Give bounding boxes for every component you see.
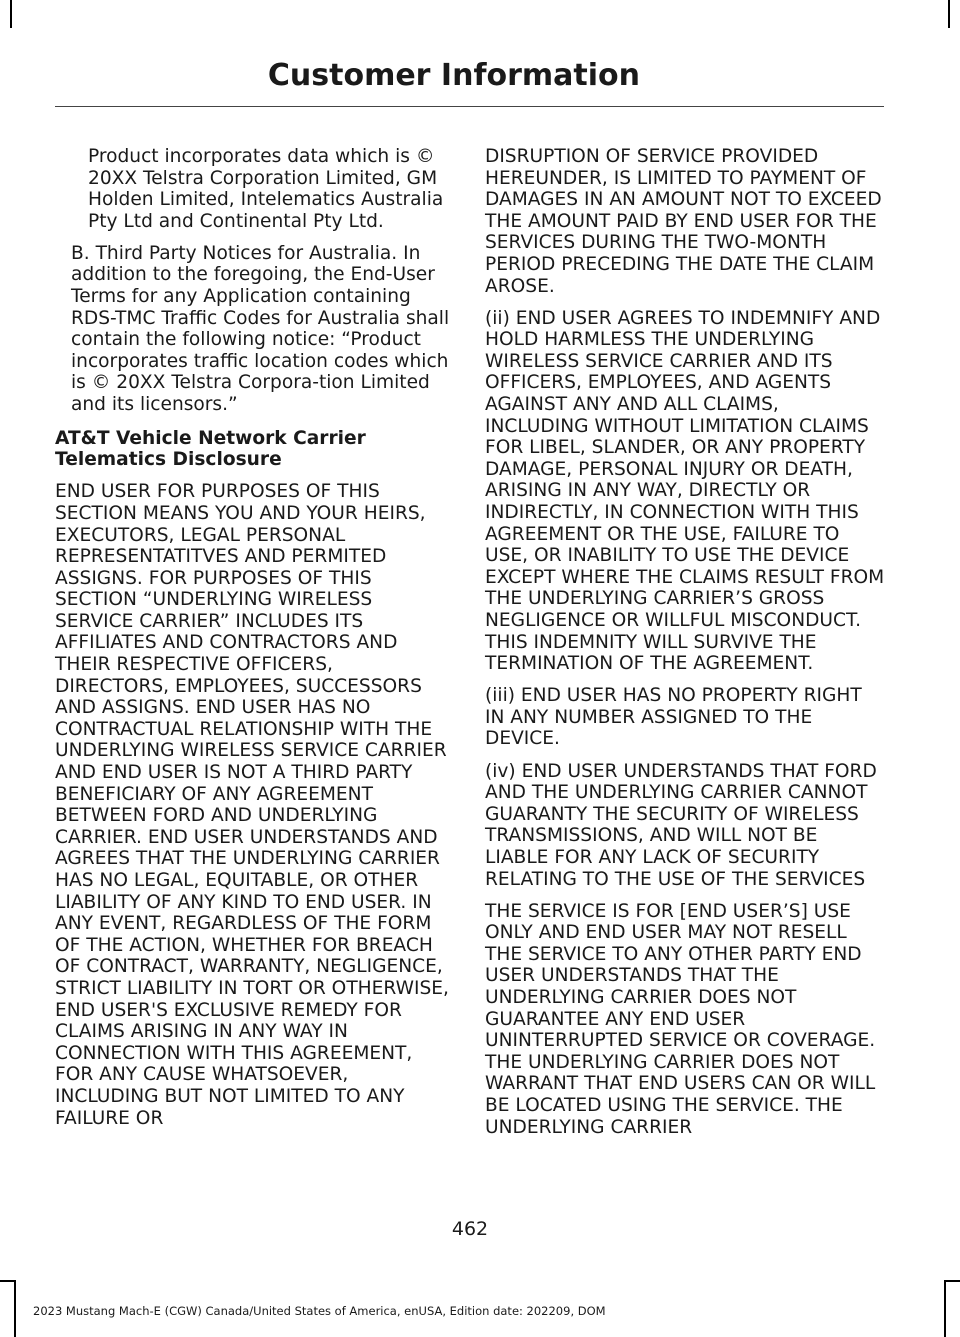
paragraph: B. Third Party Notices for Australia. In addition to the foregoing, the End-User Terms for any Application containing RDS-TMC Traffic Codes for Australia shall contain the following notice: “Product incorporates traffic location codes which is © 20XX Telstra Corpora-tion Limited and its licensors.” [71,242,450,416]
page-number: 462 [451,1218,489,1240]
paragraph: Product incorporates data which is © 20XX Telstra Corporation Limited, GM Holden Limited, Intelematics Australia Pty Ltd and Continental Pty Ltd. [88,146,444,232]
right-column [485,146,885,1149]
section-heading: AT&T Vehicle Network Carrier Telematics Disclosure [55,427,366,471]
paragraph: THE SERVICE IS FOR [END USER’S] USE ONLY AND END USER MAY NOT RESELL THE SERVICE TO ANY OTHER PARTY END USER UNDERSTANDS THAT THE UNDERLYING CARRIER DOES NOT GUARANTEE ANY END USER UNINTERRUPTED SERVICE OR COVERAGE. THE UNDERLYING CARRIER DOES NOT WARRANT THAT END USERS CAN OR WILL BE LOCATED USING THE SERVICE. THE UNDERLYING CARRIER [485,900,876,1138]
paragraph: END USER FOR PURPOSES OF THIS SECTION MEANS YOU AND YOUR HEIRS, EXECUTORS, LEGAL PERSONAL REPRESENTATITVES AND PERMITED ASSIGNS. FOR PURPOSES OF THIS SECTION “UNDERLYING WIRELESS SERVICE CARRIER” INCLUDES ITS AFFILIATES AND CONTRACTORS AND THEIR RESPECTIVE OFFICERS, DIRECTORS, EMPLOYEES, SUCCESSORS AND ASSIGNS. END USER HAS NO CONTRACTUAL RELATIONSHIP WITH THE UNDERLYING WIRELESS SERVICE CARRIER AND END USER IS NOT A THIRD PARTY BENEFICIARY OF ANY AGREEMENT BETWEEN FORD AND UNDERLYING CARRIER. END USER UNDERSTANDS AND AGREES THAT THE UNDERLYING CARRIER HAS NO LEGAL, EQUITABLE, OR OTHER LIABILITY OF ANY KIND TO END USER. IN ANY EVENT, REGARDLESS OF THE FORM OF THE ACTION, WHETHER FOR BREACH OF CONTRACT, WARRANTY, NEGLIGENCE, STRICT LIABILITY IN TORT OR OTHERWISE, END USER'S EXCLUSIVE REMEDY FOR CLAIMS ARISING IN ANY WAY IN CONNECTION WITH THIS AGREEMENT, FOR ANY CAUSE WHATSOEVER, INCLUDING BUT NOT LIMITED TO ANY FAILURE OR [55,481,449,1129]
paragraph: (iii) END USER HAS NO PROPERTY RIGHT IN ANY NUMBER ASSIGNED TO THE DEVICE. [485,685,862,750]
crop-mark-bottom-right-v [944,1280,946,1337]
crop-mark-bottom-left-h [0,1280,14,1282]
paragraph: (iv) END USER UNDERSTANDS THAT FORD AND THE UNDERLYING CARRIER CANNOT GUARANTY THE SECURITY OF WIRELESS TRANSMISSIONS, AND WILL NOT BE LIABLE FOR ANY LACK OF SECURITY RELATING TO THE USE OF THE SERVICES [485,760,877,890]
header-divider [55,106,884,107]
paragraph: DISRUPTION OF SERVICE PROVIDED HEREUNDER, IS LIMITED TO PAYMENT OF DAMAGES IN AN AMOUNT NOT TO EXCEED THE AMOUNT PAID BY END USER FOR THE SERVICES DURING THE TWO-MONTH PERIOD PRECEDING THE DATE THE CLAIM AROSE. [485,146,882,297]
crop-mark-bottom-left-v [14,1280,16,1337]
page-title: Customer Information [267,58,640,93]
paragraph: (ii) END USER AGREES TO INDEMNIFY AND HOLD HARMLESS THE UNDERLYING WIRELESS SERVICE CARRIER AND ITS OFFICERS, EMPLOYEES, AND AGENTS AGAINST ANY AND ALL CLAIMS, INCLUDING WITHOUT LIMITATION CLAIMS FOR LIBEL, SLANDER, OR ANY PROPERTY DAMAGE, PERSONAL INJURY OR DEATH, ARISING IN ANY WAY, DIRECTLY OR INDIRECTLY, IN CONNECTION WITH THIS AGREEMENT OR THE USE, FAILURE TO USE, OR INABILITY TO USE THE DEVICE EXCEPT WHERE THE CLAIMS RESULT FROM THE UNDERLYING CARRIER’S GROSS NEGLIGENCE OR WILLFUL MISCONDUCT. THIS INDEMNITY WILL SURVIVE THE TERMINATION OF THE AGREEMENT. [485,307,885,675]
footer-edition-info: 2023 Mustang Mach-E (CGW) Canada/United States of America, enUSA, Edition date: 202209, DOM [33,1304,606,1318]
crop-mark-top-right-v [948,0,950,28]
crop-mark-top-left-v [10,0,12,28]
page-header [0,58,640,93]
left-column [55,146,451,1140]
crop-mark-bottom-right-h [946,1280,960,1282]
